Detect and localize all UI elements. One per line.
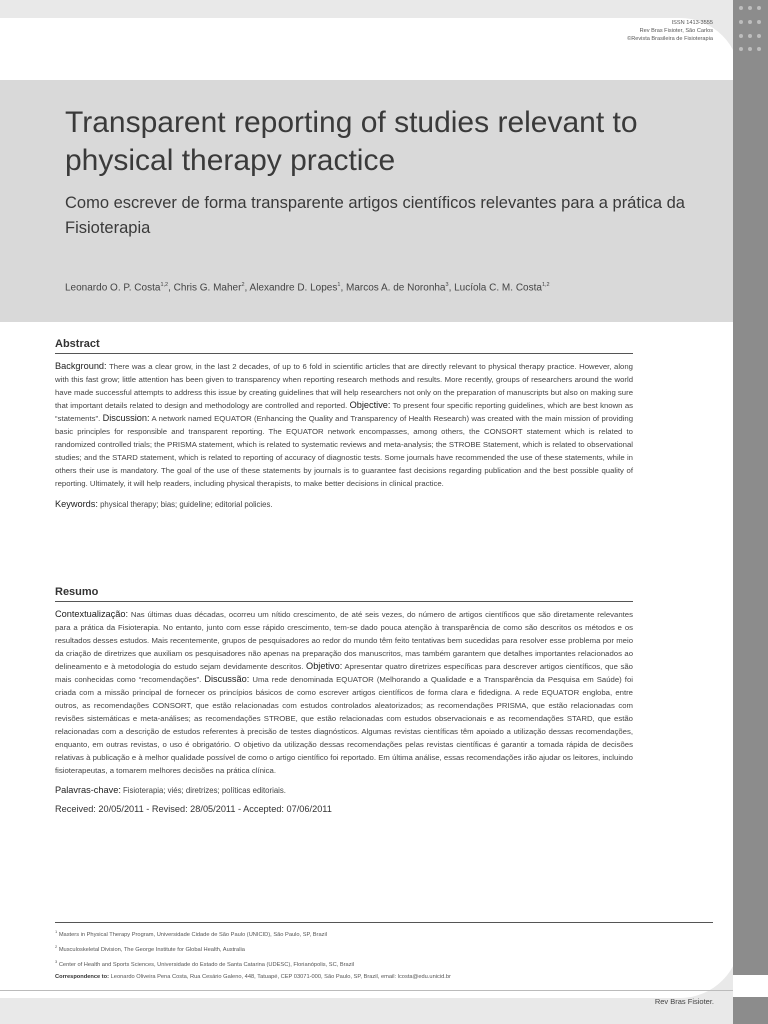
background-label: Background: — [55, 361, 107, 371]
footnote-1: $^1$ Masters in Physical Therapy Program, Universidade Cidade de São Paulo (UNICID), São Paulo, SP, Brazil — [55, 929, 327, 938]
discussion-text: A network named EQUATOR (Enhancing the Quality and Transparency of Health Research) was created with the main mission of providing basic principles for responsible and transparent reporting. The EQUATOR network encompasses, among others, the CONSORT statement which is related to randomized controlled trials; the PRISMA statement, which is related to systematic reviews and meta-analysis; the STROBE Statement, which is related to observational studies; and the STARD statement, which is related to reporting of accuracy of diagnostic tests. Some journals have recommended the use of these statements, while in others their use is mandatory. The goal of the use of these statements by journals is to guarantee fast decisions regarding publication and the best possible quality of reporting. Ultimately, it will help readers, including physical therapists, to make better decisions in clinical practice. — [55, 414, 634, 488]
article-title: Transparent reporting of studies relevant to physical therapy practice — [65, 106, 638, 177]
article-subtitle: Como escrever de forma transparente artigos científicos relevantes para a prática da Fisioterapia — [65, 194, 685, 237]
author-affiliation: 3 — [445, 282, 449, 288]
footnote-rule — [55, 922, 713, 923]
background-text: There was a clear grow, in the last 2 decades, of up to 6 fold in scientific articles that are directly relevant to physical therapy practice. However, along with this fast grow; little attention has been given to transparency when reporting research methods and results. More recently, groups of researchers around the world have made successful attempts to address this issue by creating guidelines that will help researchers not only on the preparation of manuscripts but also on making sure that important details related to design and methodology are controlled and reported. — [55, 362, 633, 410]
journal-footer: Rev Bras Fisioter. — [654, 997, 714, 1006]
contextualizacao-label: Contextualização: — [55, 609, 129, 619]
objective-text: To present four specific reporting guidelines, which are best known as “statements”. — [55, 401, 633, 423]
footnote-2: $^2$ Musculoskeletal Division, The George Institute for Global Health, Australia — [55, 944, 245, 954]
contextualizacao-text: Nas últimas duas décadas, ocorreu um nítido crescimento, de até seis vezes, do número de artigos científicos que são diretamente relevantes para a prática da Fisioterapia. No entanto, junto com esse rápido crescimento, tem-se dado pouca atenção à transparência de como são descritos os métodos e os resultados desses estudos. Mais recentemente, grupos de pesquisadores ao redor do mundo têm feito tentativas bem sucedidas para resolver esse problema por meio da criação de diretrizes que auxiliam os pesquisadores não apenas na preparação dos manuscritos, mas também garantem que detalhes importantes relacionados ao delineamento e à metodologia do estudo sejam devidamente descritos. — [55, 610, 633, 671]
received-dates: Received: 20/05/2011 - Revised: 28/05/2011 - Accepted: 07/06/2011 — [55, 804, 332, 814]
journal-line: Rev Bras Fisioter, São Carlos — [639, 28, 713, 34]
resumo-section — [55, 586, 633, 814]
decorative-dots-icon — [739, 6, 765, 56]
objetivo-text: Apresentar quatro diretrizes específicas para descrever artigos científicos, que são mais conhecidas como “recomendações”. — [55, 662, 633, 684]
right-margin-bar — [733, 0, 768, 1024]
footnotes — [55, 926, 715, 983]
correspondence-text: Leonardo Oliveira Pena Costa, Rua Cesário Galeno, 448, Tatuapé, CEP 03071-000, São Paulo, SP, Brazil, email: lcosta@edu.unicid.br — [109, 973, 451, 980]
abstract-heading: Abstract — [55, 338, 633, 354]
correspondence-label: Correspondence to: — [55, 973, 110, 980]
keywords-text: physical therapy; bias; guideline; editorial policies. — [97, 500, 273, 509]
author-name: Leonardo O. P. Costa — [65, 282, 161, 294]
author-affiliation: 1,2 — [541, 282, 550, 288]
objetivo-label: Objetivo: — [306, 661, 343, 671]
palavras-chave-text: Fisioterapia; viés; diretrizes; políticas editoriais. — [120, 786, 286, 795]
footnote-3: $^3$ Center of Health and Sports Sciences, Universidade do Estado de Santa Catarina (UDESC), Florianópolis, SC, Brazil — [55, 959, 355, 969]
abstract-body — [55, 360, 633, 490]
author-affiliation: 2 — [241, 282, 245, 288]
resumo-body — [55, 608, 633, 777]
objective-label: Objective: — [349, 400, 391, 410]
discussao-label: Discussão: — [204, 674, 250, 684]
author-name: Chris G. Maher — [173, 282, 242, 294]
right-bar-notch — [733, 975, 768, 997]
author-affiliation: 1,2 — [160, 282, 169, 288]
palavras-chave — [55, 785, 633, 795]
author-affiliation: 1 — [337, 282, 341, 288]
correspondence — [55, 972, 715, 983]
author-name: Alexandre D. Lopes — [249, 282, 338, 294]
resumo-heading: Resumo — [55, 586, 633, 602]
author-name: Marcos A. de Noronha — [346, 282, 446, 294]
palavras-chave-label: Palavras-chave: — [55, 785, 121, 795]
abstract-section — [55, 338, 633, 509]
footer-rule — [0, 990, 733, 991]
author-list: Leonardo O. P. Costa$^{1,2}$, Chris G. Maher$^2$, Alexandre D. Lopes$^1$, Marcos A. de Noronha$^3$, Lucíola C. M. Costa$^{1,2}$ — [65, 282, 550, 294]
issn: ISSN 1413-3555 — [671, 20, 713, 26]
discussion-label: Discussion: — [102, 413, 150, 423]
copyright-line: ©Revista Brasileira de Fisioterapia — [627, 36, 713, 42]
discussao-text: Uma rede denominada EQUATOR (Melhorando a Qualidade e a Transparência da Pesquisa em Saúde) foi criada com a missão principal de fornecer os princípios básicos de como escrever artigos científicos de forma clara e fidedigna. A rede EQUATOR engloba, entre outros, as recomendações CONSORT, que estão relacionadas com estudos controlados aleatorizados; as recomendações PRISMA, que estão relacionadas com revisões sistemáticas e meta-análises; as recomendações STROBE, que estão relacionadas com estudos observacionais e as recomendações STARD, que estão relacionadas com a descrição de estudos referentes à precisão de testes diagnósticos. Algumas revistas científicas têm apoiado a utilização dessas recomendações, enquanto, em outras revistas, o uso é obrigatório. O objetivo da utilização dessas recomendações pelas revistas científicas é garantir a tomada rápida de decisões relativas à publicação e à melhor qualidade possível de como o artigo científico foi reportado. Em última análise, essas recomendações irão ajudar os leitores, incluindo fisioterapeutas, a tomarem melhores decisões na prática clínica. — [55, 675, 633, 775]
author-name: Lucíola C. M. Costa — [454, 282, 542, 294]
journal-header — [627, 19, 713, 43]
keywords-label: Keywords: — [55, 499, 98, 509]
keywords — [55, 499, 633, 509]
